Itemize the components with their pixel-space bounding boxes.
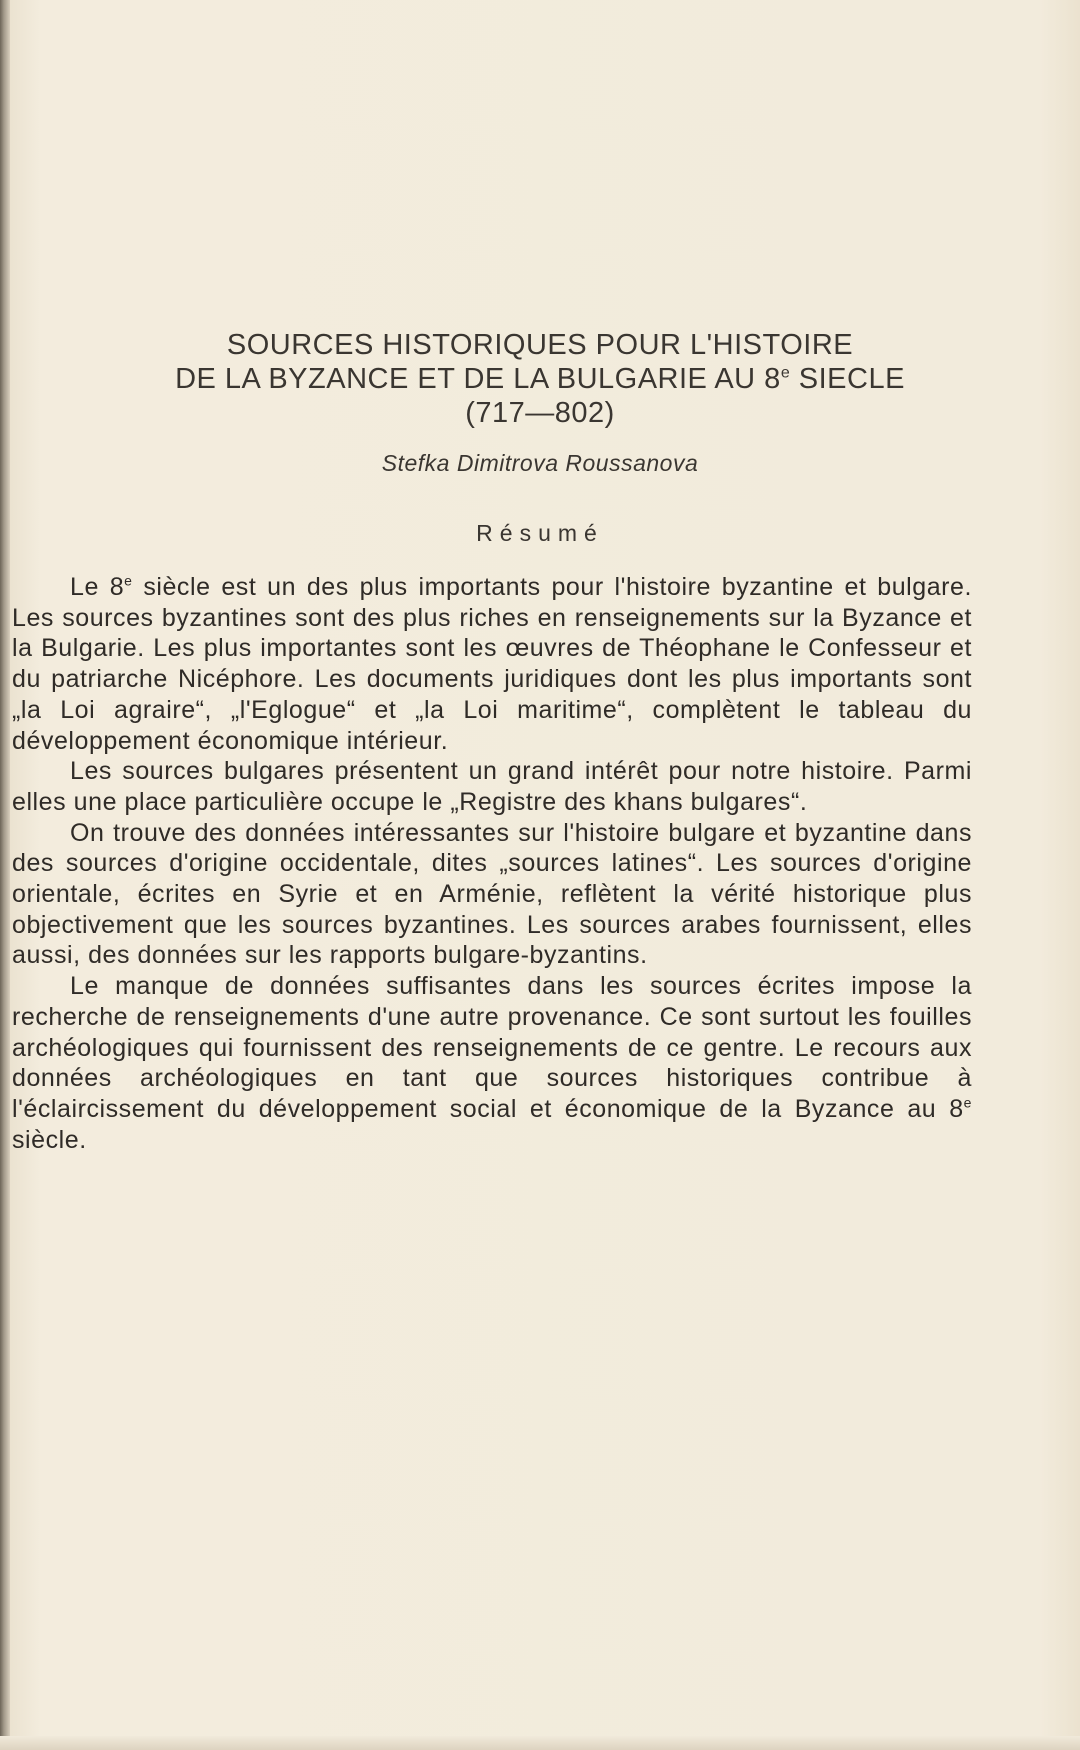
paragraph-3 — [12, 818, 972, 972]
paragraph-2-text: Les sources bulgares présentent un grand intérêt pour notre histoire. Parmi elles une place particulière occupe le „Registre des khans bulgares“. — [12, 757, 972, 816]
paragraph-4-end-number: 8 — [949, 1094, 964, 1123]
title-line-3-text: (717—802) — [465, 397, 615, 429]
page-bottom-edge — [0, 1736, 1080, 1750]
title-line-2-suffix: SIECLE — [790, 363, 905, 395]
paragraph-1-lead: Le 8 — [70, 573, 125, 601]
title-line-3 — [60, 396, 1020, 430]
title-line-2-prefix: DE LA BYZANCE ET DE LA BULGARIE AU 8 — [175, 363, 781, 395]
paragraph-1-text: siècle est un des plus importants pour l'histoire byzantine et bulgare. Les sources byzantines sont des plus riches en renseignements sur la Byzance et la Bulgarie. Les plus importantes sont les œuvres de Théophane le Confesseur et du patriarche Nicéphore. Les documents juridiques dont les plus importants sont „la Loi agraire“, „l'Eglogue“ et „la Loi maritime“, complètent le tableau du développement économique intérieur. — [12, 573, 973, 755]
paragraph-4-end-word: siècle. — [12, 1125, 87, 1154]
title-line-2-sup: e — [780, 364, 791, 382]
paragraph-3-text: On trouve des données intéressantes sur l'histoire bulgare et byzantine dans des sources d'origine occidentale, dites „sources latines“. Les sources d'origine orientale, écrites en Syrie et en Arménie, reflètent la vérité historique plus objectivement que les sources byzantines. Les sources arabes fournissent, elles aussi, des données sur les rapports bulgare-byzantins. — [12, 818, 972, 970]
paragraph-2 — [12, 756, 972, 817]
paragraph-4 — [12, 971, 972, 1155]
paragraph-4-text: Le manque de données suffisantes dans les sources écrites impose la recherche de renseignements d'une autre provenance. Ce sont surtout les fouilles archéologiques qui fournissent des renseignements de ce gentre. Le recours aux données archéologiques en tant que sources historiques contribue à l'éclaircissement du développement social et économique de la Byzance au — [12, 972, 972, 1123]
title-line-1 — [60, 328, 1020, 362]
article-title — [60, 328, 1020, 430]
paragraph-4-end-sup: e — [963, 1094, 972, 1111]
title-line-1-text: SOURCES HISTORIQUES POUR L'HISTOIRE — [226, 329, 854, 361]
title-line-2 — [60, 362, 1020, 396]
binding-edge — [0, 0, 10, 1750]
paragraph-1-sup: e — [124, 572, 133, 589]
resume-body — [12, 572, 972, 1155]
paragraph-1 — [12, 572, 972, 756]
author-name: Stefka Dimitrova Roussanova — [381, 450, 699, 476]
resume-heading: Résumé — [476, 520, 604, 546]
